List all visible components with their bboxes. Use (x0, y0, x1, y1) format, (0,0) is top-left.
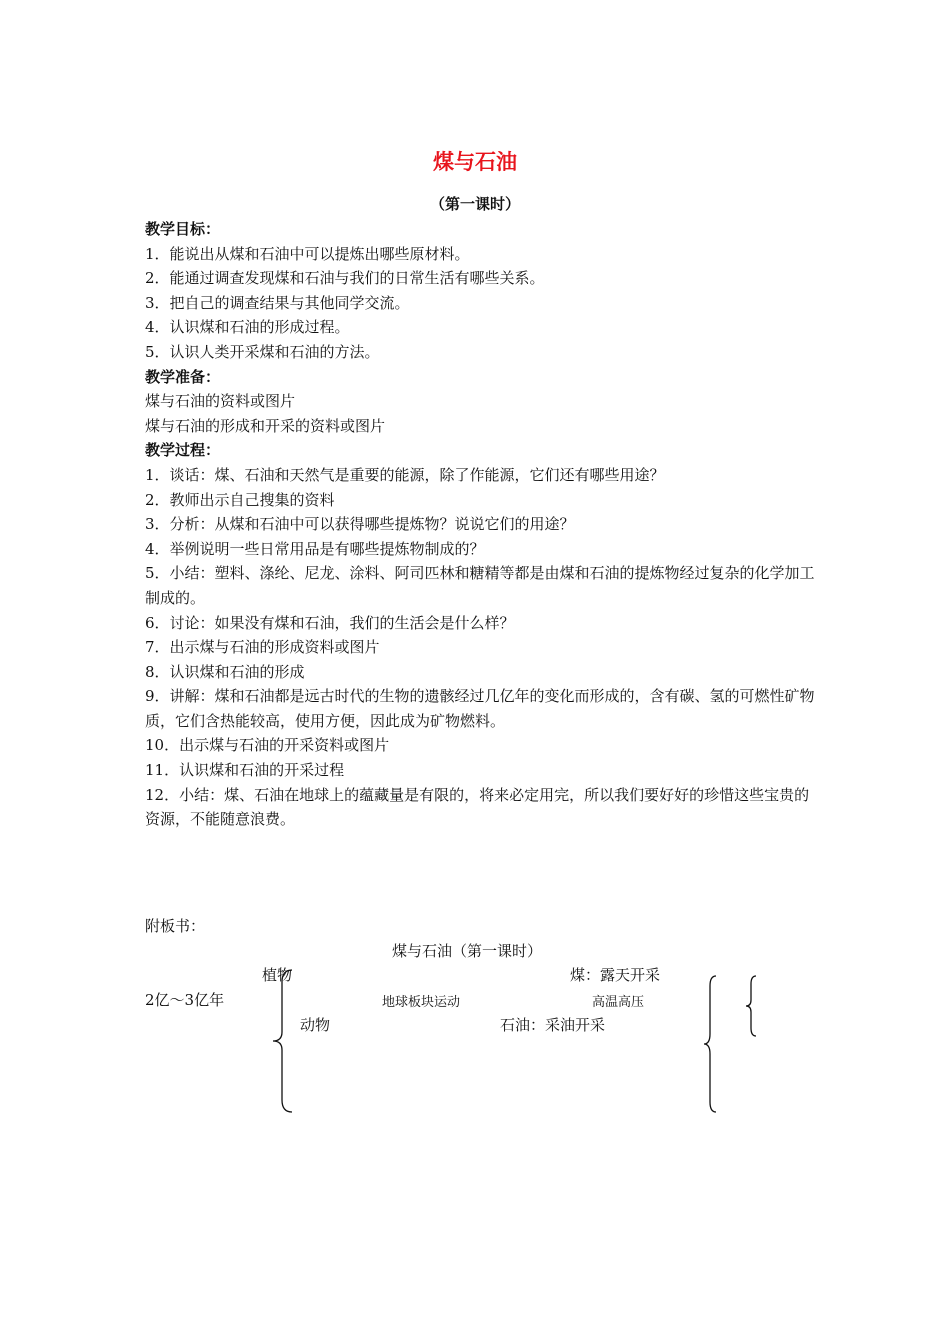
board-label: 附板书： (145, 917, 206, 935)
lesson-subtitle: （第一课时） (429, 195, 520, 213)
process-item: 11．认识煤和石油的开采过程 (145, 761, 345, 780)
left-brace-icon (268, 968, 298, 1114)
goal-item: 5．认识人类开采煤和石油的方法。 (145, 342, 380, 361)
board-pressure: 高温高压 (592, 995, 645, 1010)
goals-heading: 教学目标： (145, 220, 221, 238)
prep-item: 煤与石油的资料或图片 (145, 392, 296, 411)
lesson-content (145, 217, 815, 832)
process-item: 7．出示煤与石油的形成资料或图片 (145, 638, 380, 657)
process-item: 3．分析：从煤和石油中可以获得哪些提炼物？说说它们的用途？ (145, 515, 575, 534)
process-item: 4．举例说明一些日常用品是有哪些提炼物制成的？ (145, 539, 485, 558)
board-oil: 石油：采油开采 (500, 1016, 606, 1034)
process-item: 9．讲解：煤和石油都是远古时代的生物的遗骸经过几亿年的变化而形成的，含有碳、氢的可燃性矿物质，它们含热能较高，使用方便，因此成为矿物燃料。 (145, 687, 815, 730)
board-plants: 植物 (262, 966, 293, 984)
process-item: 5．小结：塑料、涤纶、尼龙、涂料、阿司匹林和糖精等都是由煤和石油的提炼物经过复杂的化学加工制成的。 (145, 564, 815, 607)
goal-item: 1．能说出从煤和石油中可以提炼出哪些原材料。 (145, 244, 470, 263)
right-brace-icon (702, 974, 722, 1114)
process-item: 6．讨论：如果没有煤和石油，我们的生活会是什么样？ (145, 613, 515, 632)
process-item: 10．出示煤与石油的开采资料或图片 (145, 736, 390, 755)
process-item: 8．认识煤和石油的形成 (145, 662, 305, 681)
small-brace-icon (744, 974, 760, 1038)
board-title: 煤与石油（第一课时） (392, 942, 543, 960)
board-animals: 动物 (300, 1016, 331, 1034)
process-heading: 教学过程： (145, 441, 221, 460)
process-item: 12．小结：煤、石油在地球上的蕴藏量是有限的，将来必定用完，所以我们要好好的珍惜这些宝贵的资源，不能随意浪费。 (145, 785, 810, 829)
goal-item: 3．把自己的调查结果与其他同学交流。 (145, 293, 410, 312)
prep-item: 煤与石油的形成和开采的资料或图片 (145, 416, 386, 435)
prep-heading: 教学准备： (145, 367, 221, 386)
goal-item: 4．认识煤和石油的形成过程。 (145, 318, 350, 337)
page-title: 煤与石油 (433, 150, 517, 174)
process-item: 1．谈话：煤、石油和天然气是重要的能源，除了作能源，它们还有哪些用途？ (145, 465, 665, 484)
board-tectonic: 地球板块运动 (382, 995, 461, 1010)
process-item: 2．教师出示自己搜集的资料 (145, 490, 335, 509)
board-coal: 煤：露天开采 (570, 966, 661, 984)
board-age: 2亿～3亿年 (145, 991, 225, 1009)
goal-item: 2．能通过调查发现煤和石油与我们的日常生活有哪些关系。 (145, 269, 545, 288)
